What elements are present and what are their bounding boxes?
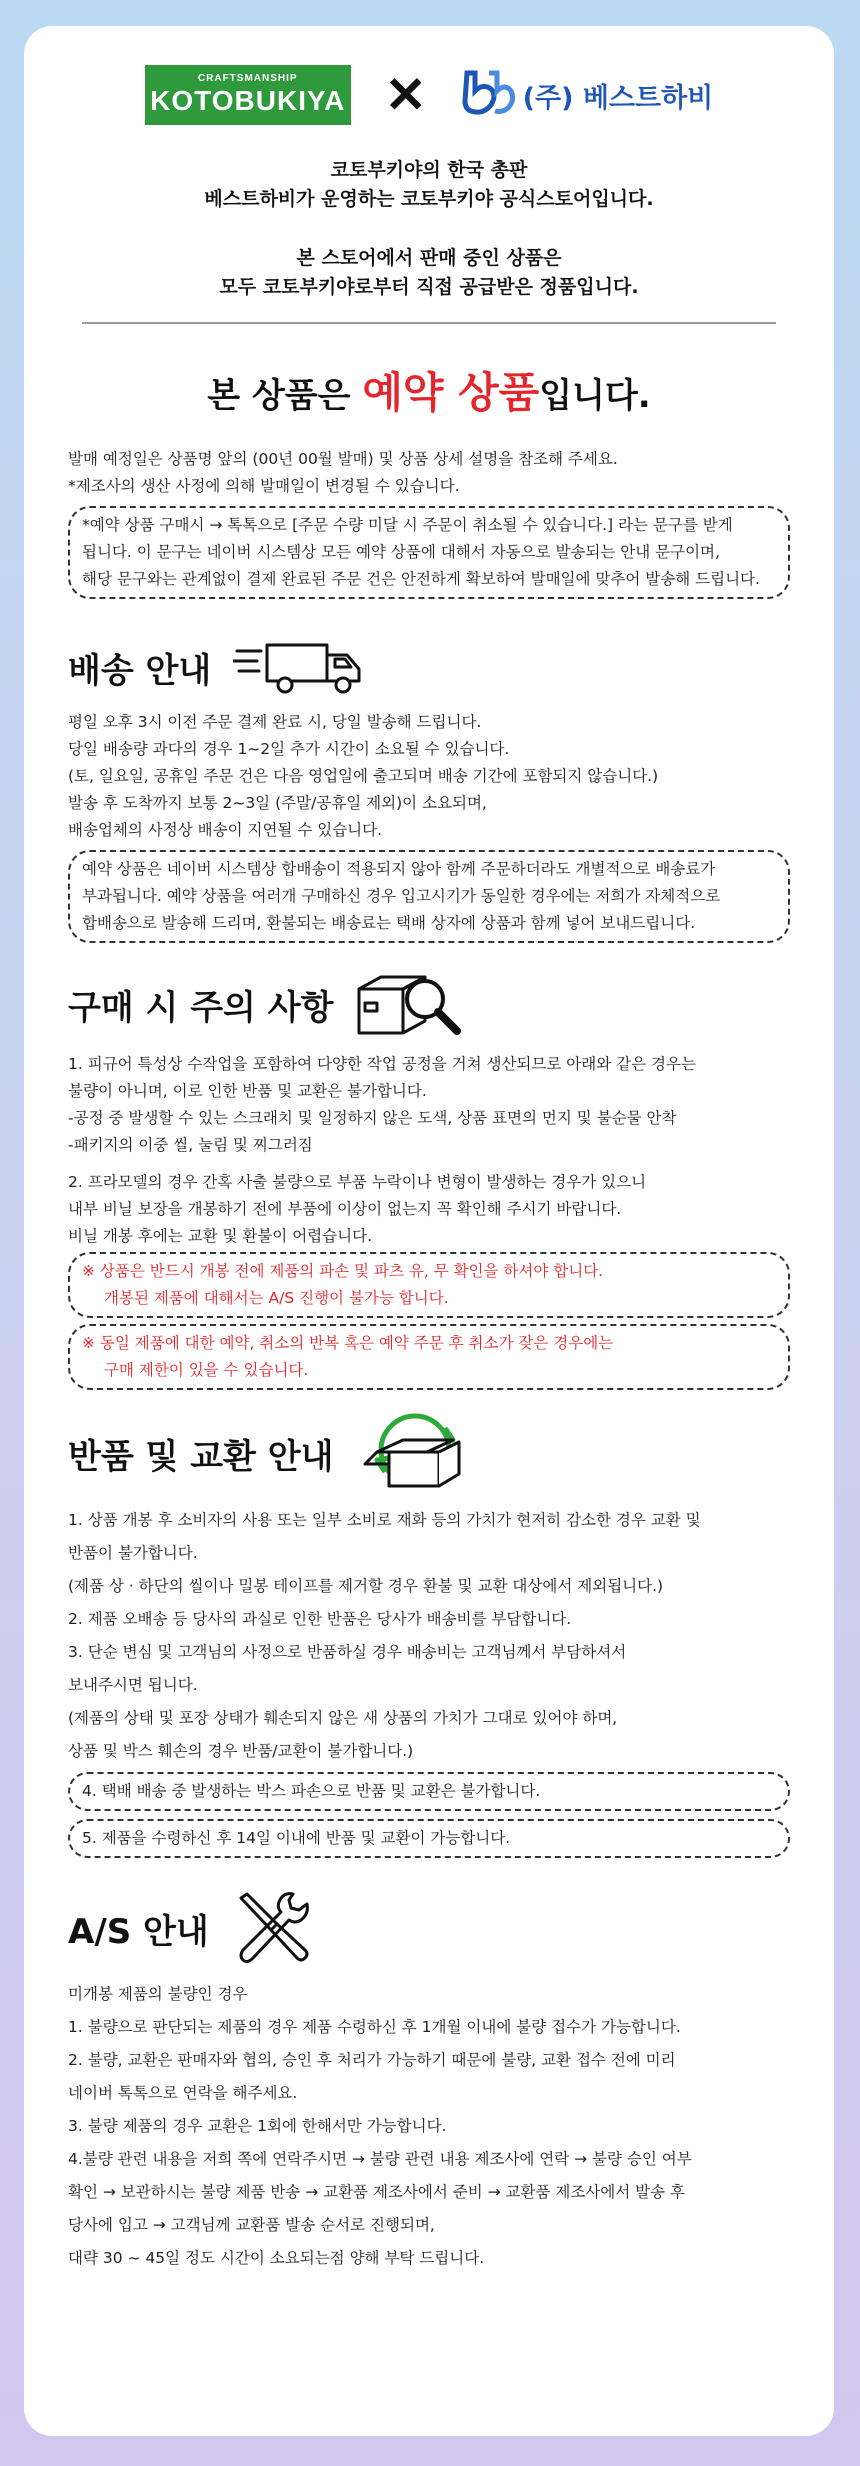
preorder-notice-box: *예약 상품 구매시 → 톡톡으로 [주문 수량 미달 시 주문이 취소될 수 있습니다.] 라는 문구를 받게 됩니다. 이 문구는 네이버 시스템상 모든 예약 상품에 대해서 자동으로 발송되는 안내 문구이며, 해당 문구와는 관계없이 결제 완료된 주문 건은 안전하게 확보하여 발매일에 맞추어 발송해 드립니다. — [68, 506, 790, 599]
intro-block-1 — [68, 156, 790, 214]
section-title: 배송 안내 — [68, 650, 212, 691]
intro-block-2 — [68, 244, 790, 302]
caution-red-box-2: ※ 동일 제품에 대한 예약, 취소의 반복 혹은 예약 주문 후 취소가 잦은 경우에는 구매 제한이 있을 수 있습니다. — [68, 1324, 790, 1390]
box-magnifier-icon — [355, 969, 467, 1039]
section-title: 구매 시 주의 사항 — [68, 987, 334, 1028]
caution-text-2: 2. 프라모델의 경우 간혹 사출 불량으로 부품 누락이나 변형이 발생하는 경우가 있으니 내부 비닐 보장을 개봉하기 전에 부품에 이상이 없는지 꼭 확인해 주시기 바랍니다. 비닐 개봉 후에는 교환 및 환불이 어렵습니다. — [68, 1173, 647, 1245]
section-title: A/S 안내 — [68, 1911, 209, 1952]
preorder-highlight: 예약 상품 — [362, 368, 540, 417]
note-line: *제조사의 생산 사정에 의해 발매일이 변경될 수 있습니다. — [68, 477, 460, 495]
combined-shipping-box: 예약 상품은 네이버 시스템상 합배송이 적용되지 않아 함께 주문하더라도 개별적으로 배송료가 부과됩니다. 예약 상품을 여러개 구매하신 경우 입고시기가 동일한 경우에는 저희가 자체적으로 합배송으로 발송해 드리며, 환불되는 배송료는 택배 상자에 상품과 함께 넣어 보내드립니다. — [68, 850, 790, 943]
box-exchange-icon — [355, 1412, 475, 1494]
release-notes — [68, 446, 790, 500]
note-line: 발매 예정일은 상품명 앞의 (00년 00월 발매) 및 상품 상세 설명을 참조해 주세요. — [68, 450, 618, 468]
logo-row — [68, 58, 790, 132]
as-text: 미개봉 제품의 불량인 경우 1. 불량으로 판단되는 제품의 경우 제품 수령하신 후 1개월 이내에 불량 접수가 가능합니다. 2. 불량, 교환은 판매자와 협의, 승인 후 처리가 가능하기 때문에 불량, 교환 접수 전에 미리 네이버 톡톡으로 연락을 해주세요. 3. 불량 제품의 경우 교환은 1회에 한해서만 가능합니다. 4.불량 관련 내용을 저희 쪽에 연락주시면 → 불량 관련 내용 제조사에 연락 → 불량 승인 여부 확인 → 보관하시는 불량 제품 반송 → 교환품 제조사에서 준비 → 교환품 제조사에서 발송 후 당사에 입고 → 고객님께 교환품 발송 순서로 진행되며, 대략 30 ~ 45일 정도 시간이 소요되는점 양해 부탁 드립니다. — [68, 1985, 692, 2267]
section-title: 반품 및 교환 안내 — [68, 1436, 334, 1477]
returns-heading — [68, 1412, 790, 1494]
returns-text: 1. 상품 개봉 후 소비자의 사용 또는 일부 소비로 재화 등의 가치가 현저히 감소한 경우 교환 및 반품이 불가합니다. (제품 상 · 하단의 씰이나 밀봉 테이프를 제거할 경우 환불 및 교환 대상에서 제외됩니다.) 2. 제품 오배송 등 당사의 과실로 인한 반품은 당사가 배송비를 부담합니다. 3. 단순 변심 및 고객님의 사정으로 반품하실 경우 배송비는 고객님께서 부담하셔서 보내주시면 됩니다. (제품의 상태 및 포장 상태가 훼손되지 않은 새 상품의 가치가 그대로 있어야 하며, 상품 및 박스 훼손의 경우 반품/교환이 불가합니다.) — [68, 1511, 701, 1760]
caution-text-1: 1. 피규어 특성상 수작업을 포함하여 다양한 작업 공정을 거쳐 생산되므로 아래와 같은 경우는 불량이 아니며, 이로 인한 반품 및 교환은 불가합니다. -공정 중 발생할 수 있는 스크래치 및 일정하지 않은 도색, 상품 표면의 먼지 및 불순물 안착 -패키지의 이중 씰, 눌림 및 찌그러짐 — [68, 1055, 696, 1154]
intro-line: 모두 코토부키야로부터 직접 공급받은 정품입니다. — [219, 276, 639, 298]
shipping-text: 평일 오후 3시 이전 주문 결제 완료 시, 당일 발송해 드립니다. 당일 배송량 과다의 경우 1~2일 추가 시간이 소요될 수 있습니다. (토, 일요일, 공휴일 주문 건은 다음 영업일에 출고되며 배송 기간에 포함되지 않습니다.) 발송 후 도착까지 보통 2~3일 (주말/공휴일 제외)이 소요되며, 배송업체의 사정상 배송이 지연될 수 있습니다. — [68, 713, 659, 839]
returns-box-damage: 4. 택배 배송 중 발생하는 박스 파손으로 반품 및 교환은 불가합니다. — [68, 1772, 790, 1811]
preorder-heading: 본 상품은 예약 상품입니다. — [207, 368, 651, 417]
caution-red-box-1: ※ 상품은 반드시 개봉 전에 제품의 파손 및 파츠 유, 무 확인을 하셔야 합니다. 개봉된 제품에 대해서는 A/S 진행이 불가능 합니다. — [68, 1252, 790, 1318]
intro-line: 코토부키야의 한국 총판 — [330, 159, 528, 181]
returns-box-period: 5. 제품을 수령하신 후 14일 이내에 반품 및 교환이 가능합니다. — [68, 1819, 790, 1858]
kotobukiya-logo: CRAFTSMANSHIP KOTOBUKIYA — [145, 65, 351, 125]
divider — [82, 322, 776, 324]
tools-icon — [231, 1888, 311, 1968]
besthobby-logo — [461, 69, 714, 121]
intro-line: 본 스토어에서 판매 중인 상품은 — [296, 247, 562, 269]
intro-line: 베스트하비가 운영하는 코토부키야 공식스토어입니다. — [204, 188, 654, 210]
info-card — [24, 26, 834, 2436]
delivery-truck-icon — [233, 639, 373, 695]
caution-heading — [68, 969, 790, 1039]
shipping-heading — [68, 639, 790, 695]
as-heading — [68, 1888, 790, 1968]
besthobby-mark-icon — [461, 69, 517, 121]
besthobby-name: (주) 베스트하비 — [522, 82, 714, 114]
times-icon: ✕ — [384, 67, 427, 123]
